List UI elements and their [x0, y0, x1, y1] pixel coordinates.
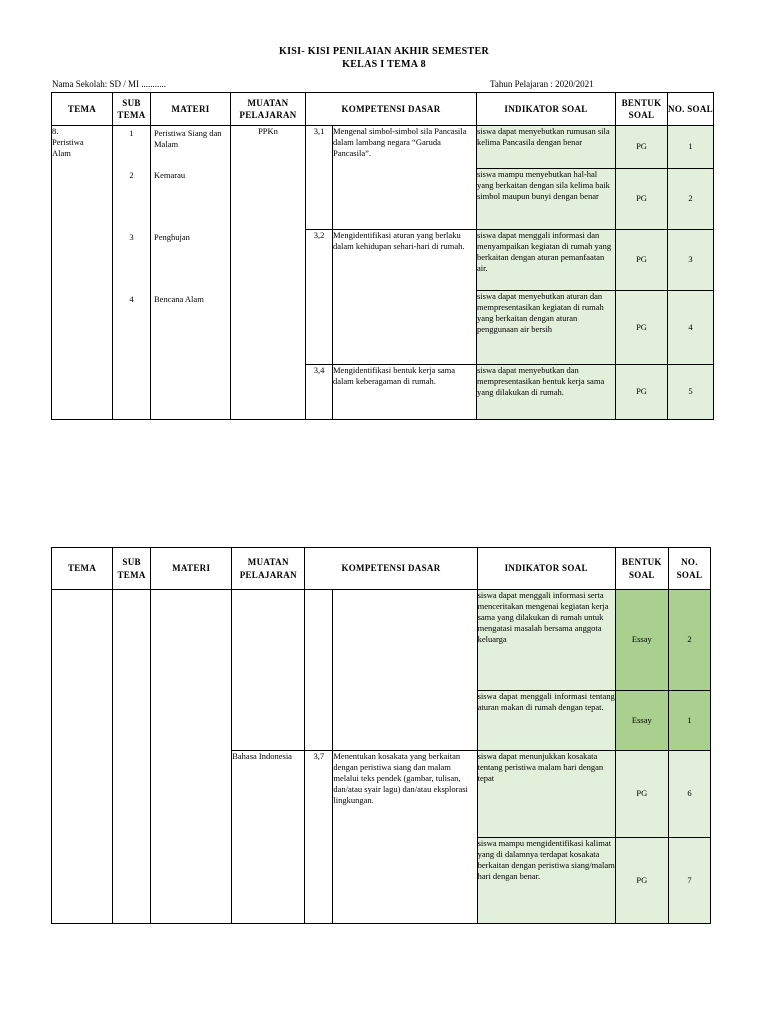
- col-header-indikator: INDIKATOR SOAL: [477, 93, 616, 126]
- academic-year: Tahun Pelajaran : 2020/2021: [490, 79, 594, 89]
- col-header-materi: MATERI: [151, 93, 231, 126]
- muatan-cell: [232, 590, 305, 751]
- col-header-tema: TEMA: [52, 93, 113, 126]
- bentuk-cell: PG: [615, 751, 668, 838]
- no-soal-cell: 4: [668, 291, 714, 365]
- kisi-table-2: [51, 547, 711, 924]
- materi-cell: [151, 126, 231, 420]
- col-header-subtema: SUB TEMA: [113, 548, 151, 590]
- indikator-cell: siswa dapat menyebutkan aturan dan mempresentasikan kegiatan di rumah yang berkaitan dengan aturan penggunaan air bersih: [477, 291, 616, 365]
- indikator-cell: siswa dapat menggali informasi tentang aturan makan di rumah dengan tepat.: [477, 691, 615, 751]
- bentuk-cell: PG: [616, 169, 668, 230]
- bentuk-cell: PG: [616, 126, 668, 169]
- document-title: KISI- KISI PENILAIAN AKHIR SEMESTER: [279, 46, 489, 57]
- col-header-no: NO. SOAL: [668, 548, 710, 590]
- no-soal-cell: 1: [668, 126, 714, 169]
- col-header-kd: KOMPETENSI DASAR: [306, 93, 477, 126]
- no-soal-cell: 2: [668, 169, 714, 230]
- tema-cell: [52, 590, 113, 924]
- no-soal-cell: 6: [668, 751, 710, 838]
- subtema-item: 4: [129, 294, 134, 304]
- materi-cell: [151, 590, 232, 924]
- col-header-materi: MATERI: [151, 548, 232, 590]
- subtema-item: 2: [129, 170, 134, 180]
- col-header-bentuk: BENTUK SOAL: [616, 93, 668, 126]
- bentuk-cell: PG: [615, 838, 668, 924]
- kd-number: 3,7: [305, 751, 333, 924]
- muatan-cell: Bahasa Indonesia: [232, 751, 305, 924]
- subtema-cell: [113, 126, 151, 420]
- kd-text: [333, 590, 477, 751]
- kd-number: 3,1: [306, 126, 333, 230]
- kd-text: Mengidentifikasi aturan yang berlaku dalam kehidupan sehari-hari di rumah.: [333, 230, 477, 365]
- school-name: Nama Sekolah: SD / MI ...........: [52, 79, 166, 89]
- document-subtitle: KELAS I TEMA 8: [342, 59, 426, 70]
- muatan-cell: PPKn: [231, 126, 306, 420]
- col-header-muatan: MUATAN PELAJARAN: [232, 548, 305, 590]
- indikator-cell: siswa dapat menunjukkan kosakata tentang peristiwa malam hari dengan tepat: [477, 751, 615, 838]
- no-soal-cell: 7: [668, 838, 710, 924]
- bentuk-cell: PG: [616, 230, 668, 291]
- materi-item: Peristiwa Siang dan Malam: [154, 128, 222, 150]
- col-header-subtema: SUB TEMA: [113, 93, 151, 126]
- indikator-cell: siswa mampu menyebutkan hal-hal yang berkaitan dengan sila kelima baik simbol maupun bunyi dengan benar: [477, 169, 616, 230]
- col-header-muatan: MUATAN PELAJARAN: [231, 93, 306, 126]
- tema-cell: 8. Peristiwa Alam: [52, 126, 113, 420]
- col-header-indikator: INDIKATOR SOAL: [477, 548, 615, 590]
- subtema-item: 1: [129, 128, 134, 138]
- no-soal-cell: 1: [668, 691, 710, 751]
- indikator-cell: siswa mampu mengidentifikasi kalimat yang di dalamnya terdapat kosakata berkaitan dengan peristiwa siang/malam hari dengan benar.: [477, 838, 615, 924]
- kd-text: Mengidentifikasi bentuk kerja sama dalam keberagaman di rumah.: [333, 365, 477, 420]
- kd-number: 3,2: [306, 230, 333, 365]
- kd-text: Mengenal simbol-simbol sila Pancasila dalam lambang negara “Garuda Pancasila”.: [333, 126, 477, 230]
- no-soal-cell: 5: [668, 365, 714, 420]
- subtema-item: 3: [129, 232, 134, 242]
- indikator-cell: siswa dapat menyebutkan dan mempresentasikan bentuk kerja sama yang dilakukan di rumah.: [477, 365, 616, 420]
- col-header-no: NO. SOAL: [668, 93, 714, 126]
- materi-item: Kemarau: [154, 170, 186, 180]
- col-header-kd: KOMPETENSI DASAR: [305, 548, 477, 590]
- indikator-cell: siswa dapat menggali informasi dan menyampaikan kegiatan di rumah yang berkaitan dengan aturan pemanfaatan air.: [477, 230, 616, 291]
- kd-number: 3,4: [306, 365, 333, 420]
- bentuk-cell: PG: [616, 291, 668, 365]
- no-soal-cell: 2: [668, 590, 710, 691]
- bentuk-cell: Essay: [615, 590, 668, 691]
- col-header-tema: TEMA: [52, 548, 113, 590]
- bentuk-cell: Essay: [615, 691, 668, 751]
- col-header-bentuk: BENTUK SOAL: [615, 548, 668, 590]
- kd-text: Menentukan kosakata yang berkaitan dengan peristiwa siang dan malam melalui teks pendek (gambar, tulisan, dan/atau syair lagu) dan/atau eksplorasi lingkungan.: [333, 751, 477, 924]
- indikator-cell: siswa dapat menyebutkan rumusan sila kelima Pancasila dengan benar: [477, 126, 616, 169]
- no-soal-cell: 3: [668, 230, 714, 291]
- subtema-cell: [113, 590, 151, 924]
- materi-item: Penghujan: [154, 232, 190, 242]
- kisi-table-1: [51, 92, 714, 420]
- bentuk-cell: PG: [616, 365, 668, 420]
- kd-number: [305, 590, 333, 751]
- materi-item: Bencana Alam: [154, 294, 204, 304]
- indikator-cell: siswa dapat menggali informasi serta menceritakan mengenai kegiatan kerja sama yang dilakukan di rumah untuk mengatasi masalah bersama anggota keluarga: [477, 590, 615, 691]
